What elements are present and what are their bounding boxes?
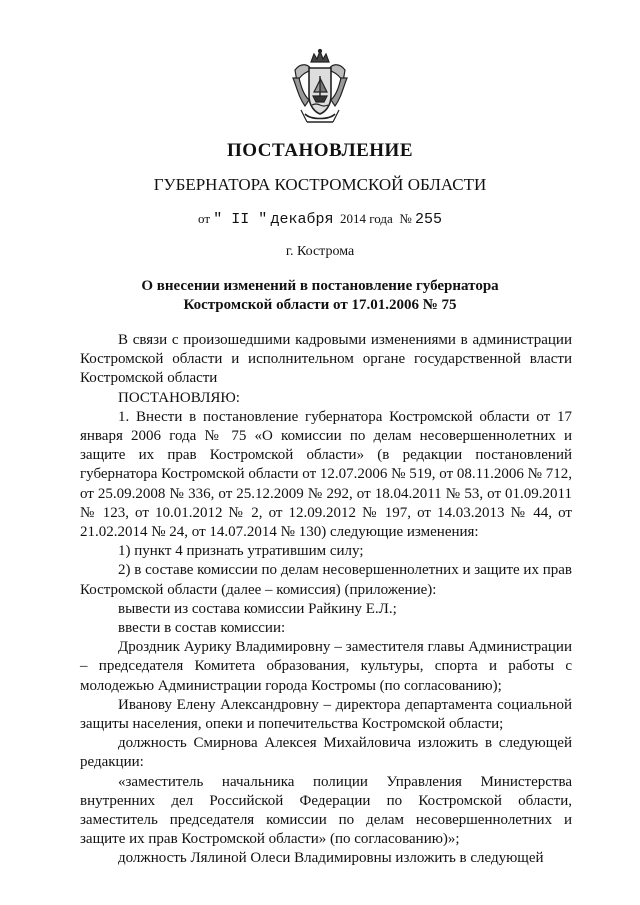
document-number: 255 bbox=[414, 211, 442, 228]
body-paragraph: должность Смирнова Алексея Михайловича изложить в следующей редакции: bbox=[80, 735, 572, 771]
coat-of-arms-icon bbox=[287, 48, 353, 128]
body-paragraph: «заместитель начальника полиции Управления Министерства внутренних дел Российской Федерации по Костромской области, заместитель председателя комиссии по делам несовершеннолетних и защите их прав Костромской области» (по согласованию)»; bbox=[80, 773, 572, 848]
document-dateline bbox=[0, 211, 640, 228]
body-paragraph: Дроздник Аурику Владимировну – заместителя главы Администрации – председателя Комитета образования, культуры, спорта и работы с молодежью Администрации города Костромы (по согласованию); bbox=[80, 639, 572, 694]
body-paragraph: ввести в состав комиссии: bbox=[118, 620, 286, 637]
heading-line: О внесении изменений в постановление губернатора bbox=[141, 278, 499, 294]
body-paragraph: 1) пункт 4 признать утратившим силу; bbox=[118, 543, 364, 560]
body-paragraph: Иванову Елену Александровну – директора департамента социальной защиты населения, опеки и попечительства Костромской области; bbox=[80, 696, 572, 733]
body-paragraph: В связи с произошедшими кадровыми изменениями в администрации Костромской области и исполнительном органе государственной власти Костромской области bbox=[80, 332, 572, 387]
resolution-keyword: ПОСТАНОВЛЯЮ: bbox=[118, 389, 240, 406]
date-prefix: от bbox=[198, 211, 211, 226]
document-city: г. Кострома bbox=[285, 244, 355, 259]
date-day: " II " bbox=[213, 211, 268, 228]
document-issuer: ГУБЕРНАТОРА КОСТРОМСКОЙ ОБЛАСТИ bbox=[153, 175, 487, 194]
date-month: декабря bbox=[270, 211, 334, 228]
date-year: 2014 года bbox=[340, 211, 393, 226]
body-paragraph: 2) в составе комиссии по делам несовершеннолетних и защите их прав Костромской области (далее – комиссия) (приложение): bbox=[80, 562, 572, 598]
body-paragraph: должность Лялиной Олеси Владимировны изложить в следующей bbox=[118, 850, 544, 867]
document-body bbox=[80, 331, 572, 869]
number-label: № bbox=[399, 211, 412, 226]
body-paragraph: 1. Внести в постановление губернатора Костромской области от 17 января 2006 года № 75 «О комиссии по делам несовершеннолетних и защите их прав Костромской области» (в редакции постановлений губернатора Костромской области от 12.07.2006 № 519, от 08.11.2006 № 712, от 25.09.2008 № 336, от 25.12.2009 № 292, от 18.04.2011 № 53, от 01.09.2011 № 123, от 10.01.2012 № 2, от 12.09.2012 № 197, от 14.03.2013 № 44, от 21.02.2014 № 24, от 14.07.2014 № 130) следующие изменения: bbox=[80, 408, 572, 541]
document-title: ПОСТАНОВЛЕНИЕ bbox=[226, 140, 414, 161]
document-heading bbox=[0, 277, 640, 315]
heading-line: Костромской области от 17.01.2006 № 75 bbox=[183, 297, 457, 313]
body-paragraph: вывести из состава комиссии Райкину Е.Л.; bbox=[118, 600, 397, 617]
